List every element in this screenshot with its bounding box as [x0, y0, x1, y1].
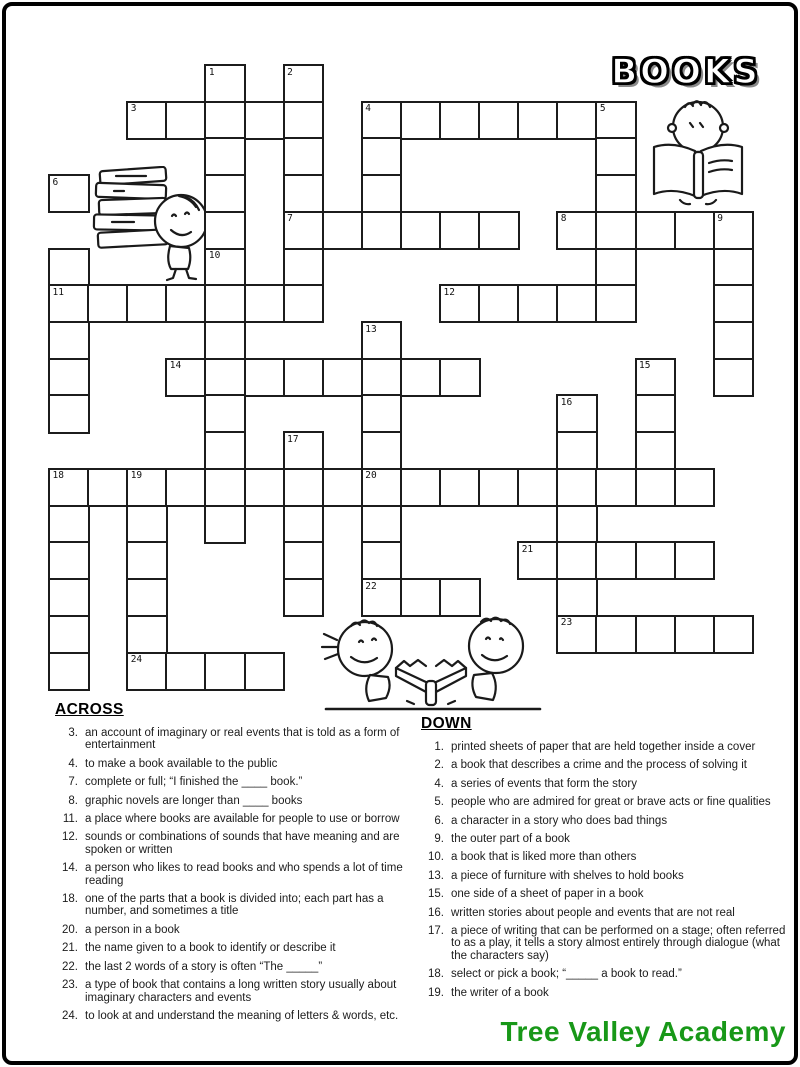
grid-cell[interactable] — [361, 394, 403, 433]
clue-item — [55, 758, 415, 770]
grid-cell[interactable] — [322, 468, 364, 507]
grid-cell[interactable] — [244, 101, 286, 140]
grid-cell[interactable] — [439, 284, 481, 323]
clue-number: 16 — [560, 396, 573, 408]
grid-cell[interactable] — [283, 541, 325, 580]
clue-item-number: 23. — [62, 979, 78, 992]
grid-cell[interactable] — [556, 394, 598, 433]
grid-cell[interactable] — [48, 652, 90, 691]
grid-cell[interactable] — [595, 284, 637, 323]
grid-cell[interactable] — [556, 101, 598, 140]
grid-cell[interactable] — [478, 211, 520, 250]
grid-cell[interactable] — [283, 64, 325, 103]
clue-item-number: 19. — [428, 986, 444, 999]
grid-cell[interactable] — [674, 615, 716, 654]
clue-number: 13 — [365, 323, 377, 335]
grid-cell[interactable] — [713, 284, 755, 323]
clue-item — [55, 813, 415, 825]
clue-item-text: a person who likes to read books and who spends a lot of time reading — [85, 862, 403, 887]
clue-item — [55, 893, 415, 918]
grid-cell[interactable] — [283, 211, 325, 250]
clue-item — [55, 1010, 415, 1022]
grid-cell[interactable] — [204, 248, 246, 287]
clue-item-text: complete or full; “I finished the ____ book.” — [85, 776, 303, 789]
clue-number: 18 — [52, 470, 64, 482]
clue-item — [421, 968, 795, 980]
clue-item-text: printed sheets of paper that are held together inside a cover — [451, 741, 756, 753]
grid-cell[interactable] — [361, 101, 403, 140]
clue-item-text: a type of book that contains a long written story usually about imaginary characters and events — [85, 979, 397, 1004]
grid-cell[interactable] — [48, 174, 90, 213]
grid-cell[interactable] — [400, 578, 442, 617]
grid-cell[interactable] — [361, 137, 403, 176]
clue-number: 10 — [208, 250, 221, 262]
grid-cell[interactable] — [244, 468, 286, 507]
clue-item-number: 9. — [434, 833, 444, 846]
grid-cell[interactable] — [165, 468, 207, 507]
grid-cell[interactable] — [361, 468, 403, 507]
clue-item-text: a piece of furniture with shelves to hold books — [451, 869, 684, 882]
grid-cell[interactable] — [165, 358, 207, 397]
clue-number: 6 — [52, 176, 59, 188]
clue-item — [421, 987, 795, 999]
clue-number: 7 — [287, 213, 293, 225]
grid-cell[interactable] — [517, 468, 559, 507]
clue-item-text: a series of events that form the story — [451, 777, 637, 790]
clue-item — [55, 831, 415, 856]
grid-cell[interactable] — [126, 615, 168, 654]
grid-cell[interactable] — [204, 505, 246, 544]
grid-cell[interactable] — [322, 211, 364, 250]
clue-item-number: 15. — [428, 888, 444, 901]
grid-cell[interactable] — [556, 431, 598, 470]
grid-cell[interactable] — [48, 284, 90, 323]
grid-cell[interactable] — [635, 394, 677, 433]
clue-item — [421, 741, 795, 753]
clue-item-number: 24. — [62, 1009, 78, 1022]
grid-cell[interactable] — [595, 211, 637, 250]
grid-cell[interactable] — [244, 652, 286, 691]
grid-cell[interactable] — [87, 284, 129, 323]
grid-cell[interactable] — [439, 211, 481, 250]
grid-cell[interactable] — [635, 615, 677, 654]
grid-cell[interactable] — [635, 431, 677, 470]
clue-number: 3 — [130, 103, 137, 115]
clue-item-text: graphic novels are longer than ____ books — [85, 794, 303, 807]
grid-cell[interactable] — [244, 284, 286, 323]
grid-cell[interactable] — [126, 505, 168, 544]
grid-cell[interactable] — [48, 578, 90, 617]
grid-cell[interactable] — [283, 505, 325, 544]
clue-item-number: 4. — [434, 777, 444, 790]
clue-item — [421, 815, 795, 827]
grid-cell[interactable] — [283, 101, 325, 140]
grid-cell[interactable] — [361, 578, 403, 617]
down-clue-list — [421, 741, 795, 999]
clue-item-text: one side of a sheet of paper in a book — [451, 888, 644, 901]
clue-number: 5 — [599, 103, 606, 115]
clue-number: 11 — [52, 286, 64, 298]
clue-item — [421, 833, 795, 845]
grid-cell[interactable] — [595, 468, 637, 507]
clue-item — [421, 759, 795, 771]
clue-number: 1 — [208, 66, 215, 78]
clue-number: 2 — [287, 66, 293, 78]
grid-cell[interactable] — [361, 174, 403, 213]
grid-cell[interactable] — [400, 468, 442, 507]
grid-cell[interactable] — [204, 394, 246, 433]
grid-cell[interactable] — [713, 358, 755, 397]
clue-item — [421, 778, 795, 790]
clue-item-text: to look at and understand the meaning of letters & words, etc. — [85, 1009, 399, 1022]
grid-cell[interactable] — [517, 541, 559, 580]
grid-cell[interactable] — [204, 652, 246, 691]
grid-cell[interactable] — [204, 431, 246, 470]
grid-cell[interactable] — [361, 431, 403, 470]
grid-cell[interactable] — [48, 541, 90, 580]
clue-item — [55, 924, 415, 936]
clue-number: 21 — [521, 543, 534, 555]
clue-item-number: 21. — [62, 942, 78, 955]
grid-cell[interactable] — [635, 358, 677, 397]
grid-cell[interactable] — [204, 64, 246, 103]
clue-item-text: a book that is liked more than others — [451, 851, 637, 864]
grid-cell[interactable] — [204, 137, 246, 176]
clue-item-number: 7. — [68, 776, 78, 789]
clue-item-text: sounds or combinations of sounds that have meaning and are spoken or written — [85, 831, 400, 856]
grid-cell[interactable] — [126, 652, 168, 691]
clue-item-text: a piece of writing that can be performed on a stage; often referred to as a play, it tells a story almost entirely through dialogue (what the characters say) — [451, 925, 786, 962]
clue-item-number: 18. — [428, 968, 444, 981]
clue-item-number: 22. — [62, 960, 78, 973]
grid-cell[interactable] — [595, 615, 637, 654]
grid-cell[interactable] — [556, 505, 598, 544]
grid-cell[interactable] — [283, 137, 325, 176]
clue-item-text: select or pick a book; “_____ a book to read.” — [451, 968, 682, 981]
clue-item-number: 1. — [434, 741, 444, 753]
grid-cell[interactable] — [400, 211, 442, 250]
grid-cell[interactable] — [674, 541, 716, 580]
grid-cell[interactable] — [361, 211, 403, 250]
grid-cell[interactable] — [48, 615, 90, 654]
grid-cell[interactable] — [439, 101, 481, 140]
clue-number: 14 — [169, 360, 182, 372]
clue-item-number: 14. — [62, 862, 78, 875]
clue-item — [421, 888, 795, 900]
grid-cell[interactable] — [204, 468, 246, 507]
clue-number: 17 — [287, 433, 299, 445]
grid-cell[interactable] — [204, 101, 246, 140]
site-name: Tree Valley Academy — [500, 1016, 786, 1047]
grid-cell[interactable] — [283, 248, 325, 287]
grid-cell[interactable] — [635, 211, 677, 250]
across-heading: ACROSS — [55, 701, 124, 718]
grid-cell[interactable] — [713, 211, 755, 250]
clue-item-text: the outer part of a book — [451, 833, 570, 846]
grid-cell[interactable] — [126, 284, 168, 323]
clue-number: 22 — [365, 580, 377, 592]
clue-item-number: 11. — [62, 813, 78, 826]
grid-cell[interactable] — [283, 174, 325, 213]
grid-cell[interactable] — [48, 394, 90, 433]
grid-cell[interactable] — [204, 174, 246, 213]
grid-cell[interactable] — [322, 358, 364, 397]
clue-item — [55, 727, 415, 752]
clue-item — [421, 851, 795, 863]
clue-item — [55, 942, 415, 954]
clue-number: 24 — [130, 654, 143, 666]
grid-cell[interactable] — [517, 284, 559, 323]
clue-item-text: people who are admired for great or brave acts or fine qualities — [451, 796, 771, 809]
grid-cell[interactable] — [204, 284, 246, 323]
clue-item-number: 3. — [68, 727, 78, 739]
grid-cell[interactable] — [283, 431, 325, 470]
grid-cell[interactable] — [595, 101, 637, 140]
across-clue-list — [55, 727, 415, 1022]
grid-cell[interactable] — [244, 358, 286, 397]
grid-cell[interactable] — [713, 248, 755, 287]
grid-cell[interactable] — [126, 578, 168, 617]
clue-item — [421, 870, 795, 882]
clue-item-text: a character in a story who does bad things — [451, 814, 668, 827]
clue-item-number: 12. — [62, 831, 78, 844]
clue-item-number: 13. — [428, 869, 444, 882]
clue-item — [55, 862, 415, 887]
clue-item-text: the name given to a book to identify or describe it — [85, 942, 336, 955]
clue-item-text: a person in a book — [85, 923, 180, 936]
grid-cell[interactable] — [361, 541, 403, 580]
grid-cell[interactable] — [556, 211, 598, 250]
clue-number: 12 — [443, 286, 455, 298]
grid-cell[interactable] — [439, 468, 481, 507]
grid-cell[interactable] — [361, 505, 403, 544]
grid-cell[interactable] — [87, 468, 129, 507]
grid-cell[interactable] — [713, 321, 755, 360]
clue-item-number: 2. — [434, 759, 444, 772]
clue-item-text: a place where books are available for people to use or borrow — [85, 813, 400, 826]
grid-cell[interactable] — [126, 101, 168, 140]
grid-cell[interactable] — [361, 358, 403, 397]
clue-item-number: 4. — [68, 757, 78, 770]
clue-item-number: 20. — [62, 923, 78, 936]
grid-cell[interactable] — [283, 358, 325, 397]
clue-item — [55, 961, 415, 973]
grid-cell[interactable] — [48, 468, 90, 507]
grid-cell[interactable] — [556, 541, 598, 580]
grid-cell[interactable] — [400, 101, 442, 140]
grid-cell[interactable] — [595, 174, 637, 213]
grid-cell[interactable] — [48, 505, 90, 544]
grid-cell[interactable] — [556, 615, 598, 654]
clue-item-text: to make a book available to the public — [85, 757, 278, 770]
grid-cell[interactable] — [165, 101, 207, 140]
grid-cell[interactable] — [556, 284, 598, 323]
grid-cell[interactable] — [478, 284, 520, 323]
grid-cell[interactable] — [283, 468, 325, 507]
clue-item — [421, 907, 795, 919]
grid-cell[interactable] — [635, 468, 677, 507]
clue-number: 23 — [560, 617, 573, 629]
clue-number: 15 — [639, 360, 651, 372]
down-heading: DOWN — [421, 715, 472, 732]
grid-cell[interactable] — [478, 468, 520, 507]
clue-number: 8 — [560, 213, 567, 225]
grid-cell[interactable] — [674, 468, 716, 507]
clue-item — [55, 776, 415, 788]
grid-cell[interactable] — [283, 284, 325, 323]
across-clues-section — [55, 701, 415, 1028]
clue-item — [421, 925, 795, 962]
clue-item — [55, 795, 415, 807]
clue-item — [55, 979, 415, 1004]
clue-item-text: written stories about people and events that are not real — [451, 906, 735, 919]
grid-cell[interactable] — [400, 358, 442, 397]
grid-cell[interactable] — [517, 101, 559, 140]
grid-cell[interactable] — [165, 652, 207, 691]
clue-item-text: the last 2 words of a story is often “The _____” — [85, 960, 323, 973]
clue-item-text: an account of imaginary or real events that is told as a form of entertainment — [85, 727, 400, 752]
clue-item-text: a book that describes a crime and the process of solving it — [451, 759, 747, 772]
grid-cell[interactable] — [283, 578, 325, 617]
grid-cell[interactable] — [439, 578, 481, 617]
grid-cell[interactable] — [556, 468, 598, 507]
clue-number: 20 — [365, 470, 377, 482]
grid-cell[interactable] — [361, 321, 403, 360]
grid-cell[interactable] — [48, 358, 90, 397]
grid-cell[interactable] — [126, 468, 168, 507]
clue-number: 19 — [130, 470, 143, 482]
grid-cell[interactable] — [126, 541, 168, 580]
clue-item-text: the writer of a book — [451, 986, 549, 999]
clue-number: 9 — [717, 213, 723, 225]
grid-cell[interactable] — [48, 321, 90, 360]
grid-cell[interactable] — [439, 358, 481, 397]
down-clues-section — [421, 715, 795, 1005]
clue-item-number: 5. — [434, 796, 444, 809]
grid-cell[interactable] — [478, 101, 520, 140]
grid-cell[interactable] — [204, 358, 246, 397]
clue-item-number: 8. — [68, 794, 78, 807]
grid-cell[interactable] — [595, 541, 637, 580]
grid-cell[interactable] — [674, 211, 716, 250]
grid-cell[interactable] — [713, 615, 755, 654]
clue-item-number: 16. — [428, 906, 444, 919]
grid-cell[interactable] — [595, 137, 637, 176]
clue-item-number: 10. — [428, 851, 444, 864]
clue-item-number: 6. — [434, 814, 444, 827]
clue-item-number: 18. — [62, 893, 78, 906]
clue-item-text: one of the parts that a book is divided into; each part has a number, and sometimes a title — [85, 893, 384, 918]
grid-cell[interactable] — [204, 321, 246, 360]
clue-number: 4 — [365, 103, 372, 115]
grid-cell[interactable] — [165, 284, 207, 323]
clue-item-number: 17. — [428, 925, 444, 938]
grid-cell[interactable] — [204, 211, 246, 250]
clue-item — [421, 796, 795, 808]
grid-cell[interactable] — [48, 248, 90, 287]
grid-cell[interactable] — [556, 578, 598, 617]
grid-cell[interactable] — [635, 541, 677, 580]
grid-cell[interactable] — [595, 248, 637, 287]
puzzle-title: BOOKS — [611, 52, 761, 92]
